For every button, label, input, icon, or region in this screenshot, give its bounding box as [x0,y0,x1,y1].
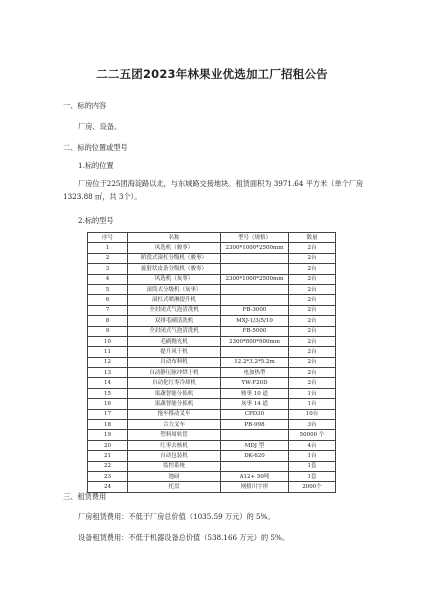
cell-quantity: 3台 [289,420,336,430]
table-row [88,336,336,346]
cell-quantity: 1台 [289,399,336,409]
cell-model [221,430,289,440]
cell-quantity: 4台 [289,440,336,450]
cell-name: 滚杠式喷淋提升机 [128,295,221,305]
table-row [88,388,336,398]
cell-index: 6 [88,295,128,305]
cell-quantity: 1台 [289,388,336,398]
section-1-heading: 一、标的内容 [63,101,107,110]
cell-quantity: 10台 [289,409,336,419]
cell-quantity: 2台 [289,368,336,378]
cell-name: 红枣去核机 [128,440,221,450]
cell-model: YW-F20D [221,378,289,388]
equipment-table [87,232,336,493]
cell-name: 监控系统 [128,461,221,471]
cell-index: 19 [88,430,128,440]
section-3-heading: 三、租赁费用 [63,492,107,501]
cell-index: 15 [88,388,128,398]
table-row [88,295,336,305]
cell-name: 阶段式滚杠分级机（骏枣） [128,253,221,263]
cell-model: 骏枣 10 道 [221,388,289,398]
cell-model [221,347,289,357]
cell-index: 14 [88,378,128,388]
cell-name: 滚筒式分级机（灰枣） [128,284,221,294]
cell-quantity: 2台 [289,326,336,336]
cell-name: 风选机（骏枣） [128,243,221,253]
cell-name: 塑料周转筐 [128,430,221,440]
cell-name: 提升风干机 [128,347,221,357]
table-row [88,253,336,263]
cell-name: 果蔬智能分拣机 [128,388,221,398]
section-2-sub-location: 1.标的位置 [78,161,114,170]
cell-model: MXJ-1/3/5/10 [221,316,289,326]
cell-model [221,295,289,305]
cell-name: 托盘 [128,482,221,492]
cell-index: 12 [88,357,128,367]
table-row [88,368,336,378]
cell-index: 16 [88,399,128,409]
table-row [88,430,336,440]
cell-index: 5 [88,284,128,294]
cell-index: 17 [88,409,128,419]
cell-index: 18 [88,420,128,430]
cell-model: FB-5000 [221,326,289,336]
table-row [88,284,336,294]
cell-name: 拖车移动叉车 [128,409,221,419]
fee-equipment: 设备租赁费用：不低于机器设备总价值（538.166 万元）的 5%。 [78,533,290,542]
cell-index: 4 [88,274,128,284]
cell-quantity: 2台 [289,243,336,253]
cell-model: A12+ 50吨 [221,471,289,481]
table-row [88,264,336,274]
cell-name: 地磅 [128,471,221,481]
section-2-heading: 二、标的位置或型号 [63,143,128,152]
cell-model: 2300*1000*2500mm [221,274,289,284]
fee-plant: 厂房租赁费用：不低于厂房总价值（1035.59 万元）的 5%。 [78,512,275,521]
cell-quantity: 2台 [289,284,336,294]
header-model: 型号（规格） [221,233,289,243]
table-row [88,471,336,481]
cell-model: MDJ 型 [221,440,289,450]
cell-name: 果蔬智能分拣机 [128,399,221,409]
table-row [88,305,336,315]
cell-index: 7 [88,305,128,315]
cell-quantity: 2台 [289,253,336,263]
table-body [88,243,336,492]
table-row [88,347,336,357]
cell-name: 双排毛刷清洗机 [128,316,221,326]
cell-index: 2 [88,253,128,263]
table-row [88,378,336,388]
cell-model [221,461,289,471]
cell-index: 22 [88,461,128,471]
cell-index: 10 [88,336,128,346]
cell-quantity: 2台 [289,378,336,388]
cell-name: 自动静压脉冲烘干机 [128,368,221,378]
cell-quantity: 2台 [289,295,336,305]
table-row [88,461,336,471]
cell-index: 3 [88,264,128,274]
cell-quantity: 2台 [289,274,336,284]
cell-index: 11 [88,347,128,357]
cell-name: 自动布料机 [128,357,221,367]
doc-title: 二二五团2023年林果业优选加工厂招租公告 [96,67,328,81]
cell-model: DK-620 [221,451,289,461]
cell-name: 旋射状皮条分级机（骏枣） [128,264,221,274]
cell-model [221,284,289,294]
cell-quantity: 1套 [289,471,336,481]
cell-model: 2300*800*900mm [221,336,289,346]
cell-quantity: 2台 [289,347,336,357]
cell-index: 23 [88,471,128,481]
table-row [88,451,336,461]
table-row [88,243,336,253]
cell-name: 全封闭式气泡清洗机 [128,326,221,336]
section-2-sub-models: 2.标的型号 [78,216,114,225]
table-row [88,440,336,450]
cell-model: PB-998 [221,420,289,430]
cell-name: 自动包装机 [128,451,221,461]
header-name: 名称 [128,233,221,243]
cell-index: 1 [88,243,128,253]
table-row [88,326,336,336]
table-header-row [88,233,336,243]
cell-quantity: 50000 个 [289,430,336,440]
cell-model: 灰枣 14 道 [221,399,289,409]
header-index: 序号 [88,233,128,243]
cell-index: 21 [88,451,128,461]
cell-quantity: 2台 [289,316,336,326]
cell-quantity: 2台 [289,336,336,346]
cell-model: 网格川字形 [221,482,289,492]
cell-quantity: 1台 [289,451,336,461]
cell-quantity: 2台 [289,264,336,274]
cell-model: 12.2*3.2*5.2m [221,357,289,367]
table-row [88,420,336,430]
cell-model [221,253,289,263]
cell-quantity: 2000个 [289,482,336,492]
cell-quantity: 2台 [289,305,336,315]
table-row [88,316,336,326]
cell-model: FB-3000 [221,305,289,315]
header-quantity: 数量 [289,233,336,243]
table-row [88,357,336,367]
cell-model: CPD30 [221,409,289,419]
cell-model: 2300*1000*2500mm [221,243,289,253]
cell-index: 13 [88,368,128,378]
location-paragraph: 厂房位于225团海淀路以北，与东城路交接地块。租赁面积为 3971.64 平方米（单个厂房 1323.88 ㎡，共 3个）。 [63,179,364,201]
cell-name: 风选机（灰枣） [128,274,221,284]
cell-model [221,264,289,274]
cell-quantity: 1套 [289,461,336,471]
cell-name: 合力叉车 [128,420,221,430]
section-1-body: 厂房、设备。 [78,122,122,131]
table-row [88,399,336,409]
cell-quantity: 2台 [289,357,336,367]
cell-index: 24 [88,482,128,492]
table-row [88,274,336,284]
cell-name: 自动化红枣冷却机 [128,378,221,388]
table-row [88,482,336,492]
cell-name: 毛刷抛光机 [128,336,221,346]
cell-index: 20 [88,440,128,450]
cell-name: 全封闭式气泡清洗机 [128,305,221,315]
cell-index: 8 [88,316,128,326]
table-row [88,409,336,419]
cell-index: 9 [88,326,128,336]
cell-model: 电加热型 [221,368,289,378]
